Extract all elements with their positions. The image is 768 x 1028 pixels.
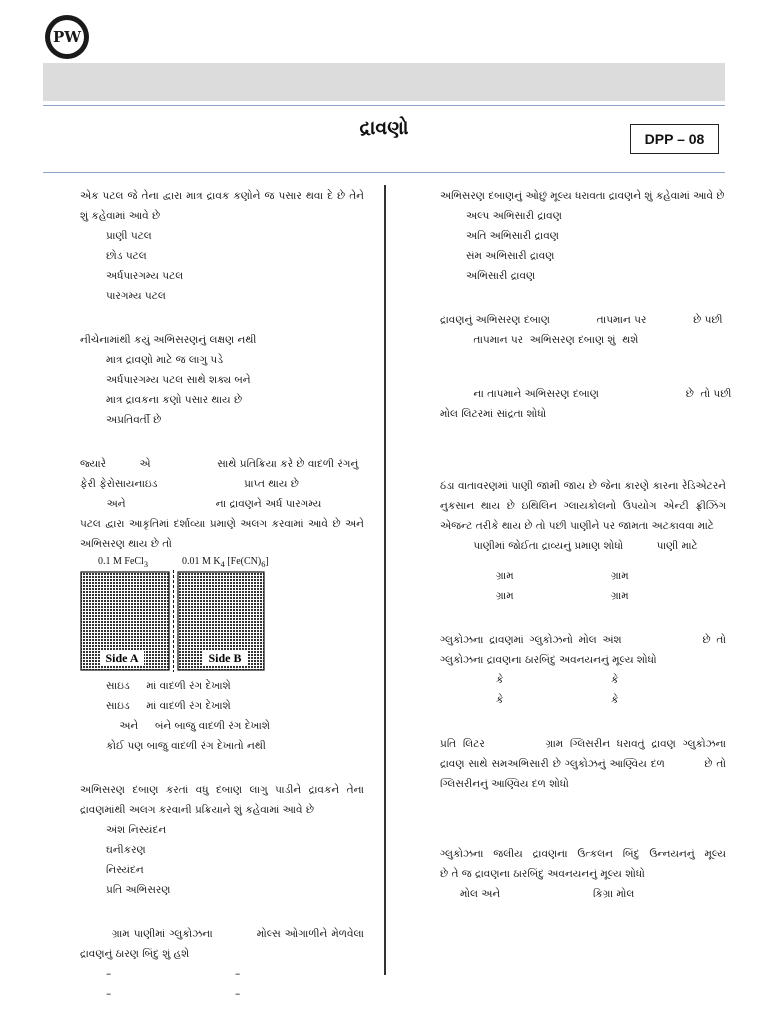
question-4 [80, 780, 364, 900]
option: કે [496, 694, 504, 706]
option-row [440, 690, 726, 710]
question-stem: ગ્લુકોઝના દ્રાવણમાં ગ્લુકોઝનો મોલ અંશ છે તો ગ્લુકોઝના દ્રાવણના ઠારબિંદુ અવનયનનું મૂલ્ય શોધો [440, 634, 730, 666]
option-row [440, 670, 726, 690]
option-row [440, 884, 726, 904]
option: સાઇડ માં વાદળી રંગ દેખાશે [106, 680, 231, 692]
question-5 [80, 924, 368, 1004]
option: અતિ અભિસારી દ્રાવણ [466, 230, 559, 242]
option: કોઈ પણ બાજુ વાદળી રંગ દેખાતો નથી [106, 740, 266, 752]
question-stem-line: પાણીમાં જોઈતા દ્રાવ્યનું પ્રમાણ શોધો પાણી માટે [440, 540, 698, 552]
option: કે [611, 674, 619, 686]
option: મોલ અને [460, 888, 501, 900]
dpp-badge: DPP – 08 [630, 124, 719, 154]
side-a-label: Side A [105, 651, 139, 665]
question-stem-line: ફેરી ફેરોસાયનાઇડ પ્રાપ્ત થાય છે [80, 478, 299, 490]
question-12 [440, 844, 767, 904]
option: અર્ધપારગમ્ય પટલ [106, 270, 184, 282]
option: પારગમ્ય પટલ [106, 290, 166, 302]
option: પ્રાણી પટલ [106, 230, 152, 242]
option: પ્રતિ અભિસરણ [106, 884, 171, 896]
option: – [235, 968, 241, 980]
osmosis-figure [80, 556, 270, 674]
question-stem: ગ્લુકોઝના જલીય દ્રાવણના ઉત્કલન બિંદુ ઉન્નયનનું મૂલ્ય છે તે જ દ્રાવણના ઠારબિંદુ અવનયનનું મૂલ્ય શોધો [440, 848, 767, 880]
option: ગ્રામ [496, 570, 514, 582]
question-stem: અભિસરણ દબાણ કરતાં વધુ દબાણ લાગુ પાડીને દ્રાવકને તેના દ્રાવણમાંથી અલગ કરવાની પ્રક્રિયાને શું કહેવામાં આવે છે [80, 784, 364, 816]
header-band [43, 63, 725, 101]
option: અલ્પ અભિસારી દ્રાવણ [466, 210, 562, 222]
option: અપ્રતિવર્તી છે [106, 414, 162, 426]
right-column [440, 186, 767, 928]
beaker-diagram [80, 570, 270, 674]
left-column [80, 186, 368, 1028]
option-row [80, 964, 364, 984]
question-stem-line: દ્રાવણનું અભિસરણ દબાણ તાપમાન પર છે પછી [440, 314, 723, 326]
option-row [440, 566, 726, 586]
option: – [106, 968, 112, 980]
option: અભિસારી દ્રાવણ [466, 270, 536, 282]
header-rule-top [43, 105, 725, 106]
question-8 [440, 384, 732, 424]
question-stem: ગ્રામ પાણીમાં ગ્લુકોઝના મોલ્સ ઓગાળીને મેળવેલા દ્રાવણનું ઠારણ બિંદુ શું હશે [80, 928, 368, 960]
question-stem-line: તાપમાન પર અભિસરણ દબાણ શું થશે [440, 334, 639, 346]
question-stem-line: મોલ લિટરમાં સાંદ્રતા શોધો [440, 408, 547, 420]
option-row [440, 586, 726, 606]
question-7 [440, 310, 726, 350]
option: અને બંને બાજુ વાદળી રંગ દેખાશે [106, 720, 270, 732]
logo-text: PW [50, 20, 84, 54]
question-1 [80, 186, 364, 306]
option: ગ્રામ [611, 570, 629, 582]
figure-label-a: 0.1 M FeCl$_3$ [98, 556, 149, 569]
question-stem-line: પટલ દ્વારા આકૃતિમાં દર્શાવ્યા પ્રમાણે અલગ કરવામાં આવે છે અને અભિસરણ થાય છે તો [80, 518, 364, 550]
question-10 [440, 630, 730, 710]
pw-logo [45, 15, 89, 59]
side-b-label: Side B [208, 651, 242, 665]
option: – [106, 988, 112, 1000]
option: નિસ્યંદન [106, 864, 144, 876]
option: સંમ અભિસારી દ્રાવણ [466, 250, 555, 262]
option: કે [611, 694, 619, 706]
option: ગ્રામ [496, 590, 514, 602]
option: કે [496, 674, 504, 686]
question-stem: એક પટલ જે તેના દ્વારા માત્ર દ્રાવક કણોને જ પસાર થવા દે છે તેને શું કહેવામાં આવે છે [80, 190, 364, 222]
option: કિગ્રા મોલ [593, 888, 635, 900]
figure-label-b: 0.01 M $K_4$ $[Fe(CN)_6]$ [182, 556, 269, 569]
option: ગ્રામ [611, 590, 629, 602]
question-stem-line: ના તાપમાને અભિસરણ દબાણ છે તો પછી [440, 388, 732, 400]
column-divider [384, 185, 386, 975]
option: સાઇડ માં વાદળી રંગ દેખાશે [106, 700, 231, 712]
question-stem: નીચેનામાંથી કયું અભિસરણનું લક્ષણ નથી [80, 334, 257, 346]
option: અર્ધપારગમ્ય પટલ સાથે શક્ય બને [106, 374, 251, 386]
question-stem: પ્રતિ લિટર ગ્રામ ગ્લિસરીન ધરાવતું દ્રાવણ ગ્લુકોઝના દ્રાવણ સાથે સમઅભિસારી છે ગ્લુકોઝનું આણ્વિય દળ છે તો ગ્લિસરીનનું આણ્વિય દળ શોધો [440, 738, 760, 790]
question-9 [440, 476, 726, 606]
option: અંશ નિસ્યંદન [106, 824, 167, 836]
question-stem: ઠંડા વાતાવરણમાં પાણી જામી જાય છે જેના કારણે કારના રેડિએટરને નુકસાન થાય છે ઇથિલિન ગ્લાયકોલનો ઉપયોગ એન્ટી ફ્રીઝિંગ એજન્ટ તરીકે થાય છે તો પછી પાણીને પર જામતા અટકાવવા માટે [440, 480, 726, 532]
question-stem-line: અને ના દ્રાવણને અર્ધ પારગમ્ય [80, 498, 322, 510]
question-6 [440, 186, 726, 286]
option: – [235, 988, 241, 1000]
question-stem-line: જ્યારે એ સાથે પ્રતિક્રિયા કરે છે વાદળી રંગનું [80, 458, 359, 470]
option-row [80, 984, 364, 1004]
header-rule-bottom [43, 172, 725, 173]
question-stem: અભિસરણ દબાણનું ઓછું મૂલ્ય ધરાવતા દ્રાવણને શું કહેવામાં આવે છે [440, 190, 725, 202]
question-11 [440, 734, 760, 794]
option: ઘનીકરણ [106, 844, 146, 856]
question-3 [80, 454, 364, 756]
option: માત્ર દ્રાવણો માટે જ લાગુ પડે [106, 354, 224, 366]
question-2 [80, 330, 364, 430]
page-title: દ્રાવણો [359, 117, 409, 139]
option: છોડ પટલ [106, 250, 147, 262]
option: માત્ર દ્રાવકના કણો પસાર થાય છે [106, 394, 243, 406]
